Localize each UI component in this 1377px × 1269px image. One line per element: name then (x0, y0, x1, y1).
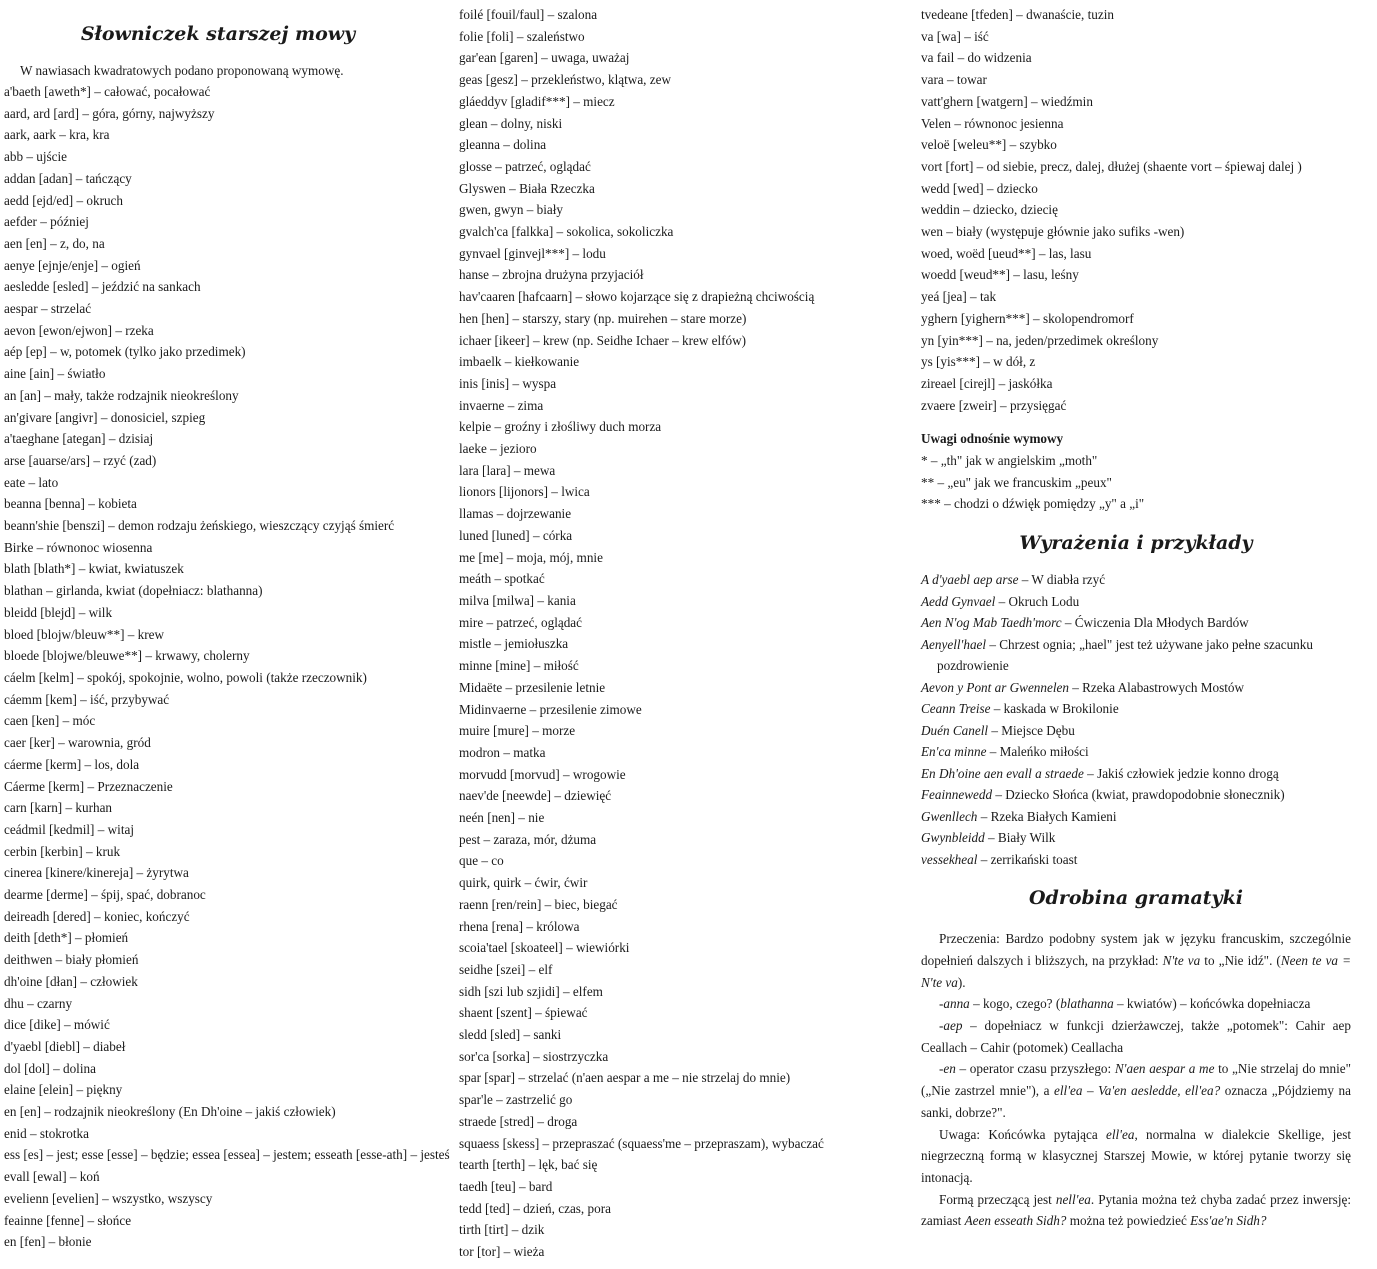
glossary-entry: eate – lato (4, 474, 59, 490)
phrase-meaning: – Maleńko miłości (986, 744, 1089, 760)
glossary-entry: caen [ken] – móc (4, 713, 96, 729)
glossary-entry: blathan – girlanda, kwiat (dopełniacz: blathanna) (4, 583, 263, 599)
glossary-entry: kelpie – groźny i złośliwy duch morza (459, 419, 662, 435)
glossary-entry: ess [es] – jest; esse [esse] – będzie; essea [essea] – jestem; esseath [esse-ath] – jesteś (4, 1147, 450, 1163)
phrase-meaning: – Biały Wilk (984, 830, 1056, 846)
glossary-entry: aenye [ejnje/enje] – ogień (4, 257, 141, 273)
phrase-meaning: – Okruch Lodu (995, 593, 1080, 609)
glossary-entry: gvalch'ca [falkka] – sokolica, sokoliczka (459, 224, 674, 240)
glossary-entry: caer [ker] – warownia, gród (4, 735, 151, 751)
glossary-entry: sledd [sled] – sanki (459, 1027, 562, 1043)
glossary-entry: cáelm [kelm] – spokój, spokojnie, wolno, powoli (także rzeczownik) (4, 669, 367, 685)
phrase-item (921, 763, 1351, 785)
glossary-entry: tearth [terth] – lęk, bać się (459, 1157, 598, 1173)
glossary-entry: tor [tor] – wieża (459, 1244, 545, 1260)
glossary-entry: me [me] – moja, mój, mnie (459, 549, 603, 565)
glossary-entry: gynvael [ginvejl***] – lodu (459, 245, 606, 261)
phrase-term: Gwynbleidd (921, 830, 985, 846)
glossary-entry: Midinvaerne – przesilenie zimowe (459, 701, 642, 717)
glossary-entry: aép [ep] – w, potomek (tylko jako przedimek) (4, 344, 246, 360)
glossary-entry: arse [auarse/ars] – rzyć (zad) (4, 452, 157, 468)
glossary-entry: hav'caaren [hafcaarn] – słowo kojarzące się z drapieżną chciwością (459, 289, 815, 305)
glossary-entry: evall [ewal] – koń (4, 1169, 100, 1185)
glossary-entry: tirth [tirt] – dzik (459, 1222, 545, 1238)
glossary-entry: gar'ean [garen] – uwaga, uważaj (459, 50, 630, 66)
pronunciation-note: *** – chodzi o dźwięk pomiędzy „y" a „i" (921, 496, 1145, 512)
glossary-entry: addan [adan] – tańczący (4, 170, 132, 186)
glossary-entry: taedh [teu] – bard (459, 1178, 553, 1194)
glossary-entry: modron – matka (459, 744, 546, 760)
phrase-item (921, 634, 1351, 677)
glossary-entry: hen [hen] – starszy, stary (np. muirehen – stare morze) (459, 310, 747, 326)
phrase-item (921, 827, 1351, 849)
phrase-term: En Dh'oine aen evall a straede (921, 765, 1084, 781)
glossary-entry: tvedeane [tfeden] – dwanaście, tuzin (921, 7, 1114, 22)
glossary-entry: minne [mine] – miłość (459, 658, 579, 674)
glossary-entry: d'yaebl [diebl] – diabeł (4, 1038, 126, 1054)
glossary-entry: deithwen – biały płomień (4, 952, 139, 968)
glossary-entry: imbaelk – kiełkowanie (459, 354, 580, 370)
glossary-entry: aefder – później (4, 214, 89, 230)
glossary-entry: bleidd [blejd] – wilk (4, 604, 113, 620)
glossary-entry: aevon [ewon/ejwon] – rzeka (4, 322, 154, 338)
phrase-item (921, 741, 1351, 763)
grammar-title: Odrobina gramatyki (1029, 887, 1243, 910)
glossary-entry: sidh [szi lub szjidi] – elfem (459, 983, 603, 999)
glossary-entry: dol [dol] – dolina (4, 1060, 96, 1076)
glossary-entry: an [an] – mały, także rodzajnik nieokreślony (4, 387, 239, 403)
glossary-entry: yghern [yighern***] – skolopendromorf (921, 310, 1134, 326)
grammar-paragraph-5: Uwaga: Końcówka pytająca ell'ea, normalna w dialekcie Skellige, jest niegrzeczną formą w klasycznej Starszej Mowie, w której pytanie tworzy się intonacją. (921, 1126, 1351, 1185)
glossary-column-1 (4, 0, 450, 1253)
glossary-entry: woed, woëd [ueud**] – las, lasu (921, 245, 1092, 261)
glossary-entry: ys [yis***] – w dół, z (921, 354, 1036, 370)
glossary-entry: Glyswen – Biała Rzeczka (459, 180, 595, 196)
phrase-term: Gwenllech (921, 808, 978, 824)
phrase-term: A d'yaebl aep arse (921, 572, 1019, 588)
phrase-term: Ceann Treise (921, 701, 991, 717)
phrase-item (921, 784, 1351, 806)
glossary-entry: carn [karn] – kurhan (4, 800, 113, 816)
glossary-entry: vatt'ghern [watgern] – wiedźmin (921, 93, 1093, 109)
grammar-paragraph-2: -anna – kogo, czego? (blathanna – kwiatów) – końcówka dopełniacza (939, 996, 1311, 1012)
glossary-entry: va [wa] – iść (921, 28, 989, 44)
glossary-entry: yeá [jea] – tak (921, 289, 997, 305)
phrase-term: Aevon y Pont ar Gwennelen (921, 679, 1069, 695)
glossary-entry: tedd [ted] – dzień, czas, pora (459, 1200, 611, 1216)
glossary-entry: vara – towar (921, 72, 987, 88)
glossary-entry: evelienn [evelien] – wszystko, wszyscy (4, 1190, 213, 1206)
glossary-entry: morvudd [morvud] – wrogowie (459, 766, 626, 782)
glossary-entry: laeke – jezioro (459, 441, 537, 457)
glossary-entry: aesledde [esled] – jeździć na sankach (4, 279, 201, 295)
glossary-entry: que – co (459, 853, 504, 869)
glossary-entry: zvaere [zweir] – przysięgać (921, 397, 1067, 413)
glossary-entry: folie [foli] – szaleństwo (459, 28, 585, 44)
glossary-entry: sor'ca [sorka] – siostrzyczka (459, 1048, 609, 1064)
phrase-meaning: – Dziecko Słońca (kwiat, prawdopodobnie słonecznik) (992, 787, 1285, 803)
glossary-entry: invaerne – zima (459, 397, 544, 413)
glossary-entry: wedd [wed] – dziecko (921, 180, 1038, 196)
glossary-entry: va fail – do widzenia (921, 50, 1032, 66)
glossary-entry: weddin – dziecko, dziecię (921, 202, 1058, 218)
glossary-list-2 (459, 4, 899, 1263)
glossary-entry: dearme [derme] – śpij, spać, dobranoc (4, 887, 206, 903)
glossary-entry: a'taeghane [ategan] – dzisiaj (4, 431, 154, 447)
glossary-entry: Birke – równonoc wiosenna (4, 539, 153, 555)
glossary-entry: yn [yin***] – na, jeden/przedimek określony (921, 332, 1159, 348)
phrase-item (921, 591, 1351, 613)
glossary-entry: spar [spar] – strzelać (n'aen aespar a me – nie strzelaj do mnie) (459, 1070, 791, 1086)
glossary-entry: woedd [weud**] – lasu, leśny (921, 267, 1079, 283)
glossary-title: Słowniczek starszej mowy (80, 23, 356, 45)
pronunciation-notes (921, 428, 1351, 515)
glossary-entry: seidhe [szei] – elf (459, 961, 553, 977)
phrase-term: Feainnewedd (921, 787, 993, 803)
glossary-entry: bloede [blojwe/bleuwe**] – krwawy, cholerny (4, 648, 250, 664)
glossary-entry: aedd [ejd/ed] – okruch (4, 192, 124, 208)
glossary-entry: wen – biały (występuje głównie jako sufiks -wen) (921, 224, 1185, 240)
glossary-entry: rhena [rena] – królowa (459, 918, 580, 934)
glossary-entry: cáemm [kem] – iść, przybywać (4, 691, 170, 707)
glossary-entry: foilé [fouil/faul] – szalona (459, 7, 598, 22)
glossary-intro: W nawiasach kwadratowych podano proponowaną wymowę. (20, 63, 344, 78)
glossary-entry: straede [stred] – droga (459, 1113, 578, 1129)
phrase-meaning: – Rzeka Alabastrowych Mostów (1068, 679, 1245, 695)
glossary-entry: muire [mure] – morze (459, 723, 576, 739)
glossary-entry: llamas – dojrzewanie (459, 506, 572, 522)
phrase-meaning: – Rzeka Białych Kamieni (977, 808, 1117, 824)
phrases-title: Wyrażenia i przykłady (1019, 532, 1253, 555)
glossary-entry: Velen – równonoc jesienna (921, 115, 1064, 131)
glossary-column-2 (459, 4, 899, 1263)
glossary-entry: cinerea [kinere/kinereja] – żyrytwa (4, 865, 189, 881)
glossary-entry: aark, aark – kra, kra (4, 127, 110, 143)
glossary-entry: beann'shie [benszi] – demon rodzaju żeńskiego, wieszczący czyjąś śmierć (4, 518, 395, 534)
glossary-entry: glean – dolny, niski (459, 115, 563, 131)
glossary-entry: lionors [lijonors] – lwica (459, 484, 590, 500)
glossary-entry: beanna [benna] – kobieta (4, 496, 137, 512)
glossary-entry: hanse – zbrojna drużyna przyjaciół (459, 267, 644, 283)
phrase-meaning: – Ćwiczenia Dla Młodych Bardów (1061, 615, 1249, 631)
glossary-entry: inis [inis] – wyspa (459, 375, 557, 391)
glossary-entry: elaine [elein] – piękny (4, 1082, 123, 1098)
glossary-entry: shaent [szent] – śpiewać (459, 1005, 588, 1021)
glossary-entry: dh'oine [dłan] – człowiek (4, 973, 138, 989)
phrases-list (921, 569, 1351, 870)
glossary-entry: neén [nen] – nie (459, 810, 545, 826)
glossary-entry: naev'de [neewde] – dziewięć (459, 788, 612, 804)
glossary-list-1 (4, 81, 450, 1253)
glossary-entry: cerbin [kerbin] – kruk (4, 843, 121, 859)
glossary-entry: dice [dike] – mówić (4, 1017, 110, 1033)
glossary-entry: veloë [weleu**] – szybko (921, 137, 1057, 153)
pronunciation-note: * – „th" jak w angielskim „moth" (921, 453, 1098, 469)
glossary-entry: gleanna – dolina (459, 137, 547, 153)
glossary-entry: squaess [skess] – przepraszać (squaess'me – przepraszam), wybaczać (459, 1135, 824, 1151)
phrase-term: En'ca minne (921, 744, 987, 760)
phrase-meaning: – Jakiś człowiek jedzie konno drogą (1083, 765, 1279, 781)
glossary-entry: gláeddyv [gladif***] – miecz (459, 93, 615, 109)
grammar-section (921, 928, 1351, 1232)
glossary-entry: spar'le – zastrzelić go (459, 1092, 573, 1108)
glossary-entry: lara [lara] – mewa (459, 462, 556, 478)
glossary-entry: milva [milwa] – kania (459, 592, 576, 608)
glossary-entry: an'givare [angivr] – donosiciel, szpieg (4, 409, 206, 425)
phrase-meaning: – W diabła rzyć (1018, 572, 1106, 588)
glossary-entry: mistle – jemiołuszka (459, 636, 569, 652)
phrase-item (921, 612, 1351, 634)
grammar-paragraph-3: -aep – dopełniacz w funkcji dzierżawczej, także „potomek": Cahir aep Ceallach – Cahir (potomek) Ceallacha (921, 1017, 1351, 1055)
glossary-entry: aard, ard [ard] – góra, górny, najwyższy (4, 105, 215, 121)
glossary-entry: scoia'tael [skoateel] – wiewiórki (459, 940, 630, 956)
glossary-entry: Cáerme [kerm] – Przeznaczenie (4, 778, 173, 794)
phrase-term: Duén Canell (921, 722, 989, 738)
phrase-term: Aenyell'hael (921, 636, 987, 652)
glossary-entry: ichaer [ikeer] – krew (np. Seidhe Ichaer – krew elfów) (459, 332, 747, 348)
glossary-entry: cáerme [kerm] – los, dola (4, 756, 140, 772)
glossary-entry: Midaëte – przesilenie letnie (459, 679, 606, 695)
phrase-item (921, 698, 1351, 720)
pronunciation-list (921, 450, 1351, 515)
phrase-item (921, 677, 1351, 699)
phrase-item (921, 806, 1351, 828)
glossary-entry: vort [fort] – od siebie, precz, dalej, dłużej (shaente vort – śpiewaj dalej ) (921, 158, 1302, 174)
pronunciation-note: ** – „eu" jak we francuskim „peux" (921, 474, 1112, 490)
glossary-entry: a'baeth [aweth*] – całować, pocałować (4, 84, 211, 99)
glossary-entry: quirk, quirk – ćwir, ćwir (459, 875, 588, 891)
grammar-paragraph-4: -en – operator czasu przyszłego: N'aen aespar a me to „Nie strzelaj do mnie" („Nie zastrzel mnie"), a ell'ea – Va'en aesledde, ell'ea? oznacza „Pójdziemy na sanki, dobrze?". (921, 1061, 1352, 1120)
glossary-entry: aespar – strzelać (4, 301, 92, 317)
glossary-entry: aen [en] – z, do, na (4, 235, 105, 251)
glossary-list-3 (921, 4, 1351, 416)
phrase-item (921, 720, 1351, 742)
glossary-entry: mire – patrzeć, oglądać (459, 614, 583, 630)
glossary-column-3 (921, 4, 1351, 1232)
phrase-term: Aedd Gynvael (921, 593, 996, 609)
phrase-item (921, 569, 1351, 591)
pronunciation-title: Uwagi odnośnie wymowy (921, 431, 1064, 447)
glossary-entry: abb – ujście (4, 149, 67, 165)
glossary-entry: luned [luned] – córka (459, 527, 573, 543)
phrase-meaning: – Chrzest ognia; „hael" jest też używane jako pełne szacunku pozdrowienie (937, 636, 1313, 674)
phrase-meaning: – kaskada w Brokilonie (990, 701, 1119, 717)
glossary-entry: feainne [fenne] – słońce (4, 1212, 132, 1228)
glossary-entry: aine [ain] – światło (4, 366, 106, 382)
glossary-entry: geas [gesz] – przekleństwo, klątwa, zew (459, 72, 672, 88)
phrase-meaning: – Miejsce Dębu (988, 722, 1075, 738)
phrase-meaning: – zerrikański toast (977, 851, 1078, 867)
glossary-entry: gwen, gwyn – biały (459, 202, 564, 218)
glossary-entry: raenn [ren/rein] – biec, biegać (459, 896, 618, 912)
glossary-entry: pest – zaraza, mór, dżuma (459, 831, 597, 847)
glossary-entry: glosse – patrzeć, oglądać (459, 158, 591, 174)
glossary-entry: zireael [cirejl] – jaskółka (921, 375, 1053, 391)
glossary-entry: dhu – czarny (4, 995, 73, 1011)
glossary-entry: bloed [blojw/bleuw**] – krew (4, 626, 165, 642)
grammar-paragraph-6: Formą przeczącą jest nell'ea. Pytania można też chyba zadać przez inwersję: zamiast Aeen esseath Sidh? można też powiedzieć Ess'ae'n Sidh? (921, 1191, 1351, 1229)
phrase-item (921, 849, 1351, 871)
glossary-entry: ceádmil [kedmil] – witaj (4, 821, 135, 837)
glossary-entry: blath [blath*] – kwiat, kwiatuszek (4, 561, 184, 577)
glossary-entry: meáth – spotkać (459, 571, 545, 587)
glossary-entry: enid – stokrotka (4, 1125, 89, 1141)
phrase-term: Aen N'og Mab Taedh'morc (921, 615, 1062, 631)
phrase-term: vessekheal (921, 851, 978, 867)
glossary-entry: deireadh [dered] – koniec, kończyć (4, 908, 190, 924)
glossary-entry: en [fen] – błonie (4, 1234, 92, 1250)
grammar-paragraph-1: Przeczenia: Bardzo podobny system jak w języku francuskim, szczególnie dopełnień dalszych i bliższych, na przykład: N'te va to „Nie idź". (Neen te va = N'te va). (921, 931, 1351, 990)
glossary-entry: deith [deth*] – płomień (4, 930, 129, 946)
glossary-entry: en [en] – rodzajnik nieokreślony (En Dh'oine – jakiś człowiek) (4, 1104, 336, 1120)
